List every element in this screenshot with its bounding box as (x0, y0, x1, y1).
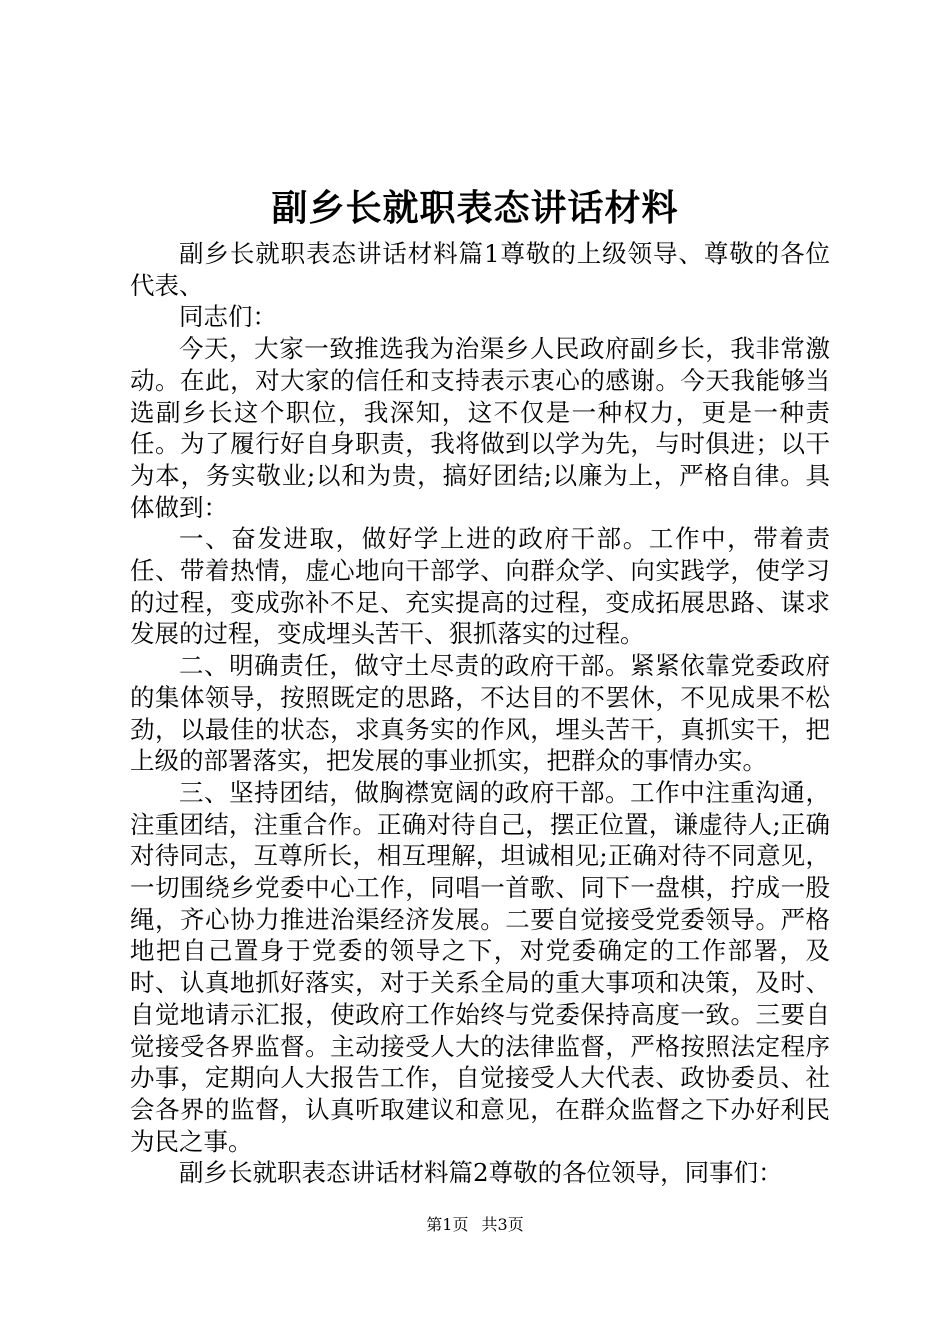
document-title: 副乡长就职表态讲话材料 (271, 188, 679, 229)
paragraph-point-one: 一、奋发进取，做好学上进的政府干部。工作中，带着责任、带着热情，虚心地向干部学、向群众学、向实践学，使学习的过程，变成弥补不足、充实提高的过程，变成拓展思路、谋求发展的过程，变成埋头苦干、狠抓落实的过程。 (130, 524, 830, 649)
paragraph-intro: 副乡长就职表态讲话材料篇1尊敬的上级领导、尊敬的各位代表、 (130, 239, 830, 300)
document-body (130, 238, 830, 1189)
paragraph-point-two: 二、明确责任，做守土尽责的政府干部。紧紧依靠党委政府的集体领导，按照既定的思路，不达目的不罢休，不见成果不松劲，以最佳的状态，求真务实的作风，埋头苦干，真抓实干，把上级的部署落实，把发展的事业抓实，把群众的事情办实。 (130, 651, 830, 776)
paragraph-greeting: 同志们： (179, 302, 277, 332)
paragraph-point-three: 三、坚持团结，做胸襟宽阔的政府干部。工作中注重沟通，注重团结，注重合作。正确对待自己，摆正位置，谦虚待人;正确对待同志，互尊所长，相互理解，坦诚相见;正确对待不同意见，一切围绕乡党委中心工作，同唱一首歌、同下一盘棋，拧成一股绳，齐心协力推进治渠经济发展。二要自觉接受党委领导。严格地把自己置身于党委的领导之下，对党委确定的工作部署，及时、认真地抓好落实，对于关系全局的重大事项和决策，及时、自觉地请示汇报，使政府工作始终与党委保持高度一致。三要自觉接受各界监督。主动接受人大的法律监督，严格按照法定程序办事，定期向人大报告工作，自觉接受人大代表、政协委员、社会各界的监督，认真听取建议和意见，在群众监督之下办好利民为民之事。 (130, 777, 830, 1156)
page-total: 共3页 (481, 1215, 524, 1234)
page-number: 第1页 (426, 1215, 469, 1234)
page-footer (0, 1214, 950, 1236)
paragraph-opening: 今天，大家一致推选我为治渠乡人民政府副乡长，我非常激动。在此，对大家的信任和支持表示衷心的感谢。今天我能够当选副乡长这个职位，我深知，这不仅是一种权力，更是一种责任。为了履行好自身职责，我将做到以学为先，与时俱进；以干为本，务实敬业;以和为贵，搞好团结;以廉为上，严格自律。具体做到： (130, 334, 830, 522)
paragraph-part-two: 副乡长就职表态讲话材料篇2尊敬的各位领导，同事们： (179, 1158, 783, 1188)
